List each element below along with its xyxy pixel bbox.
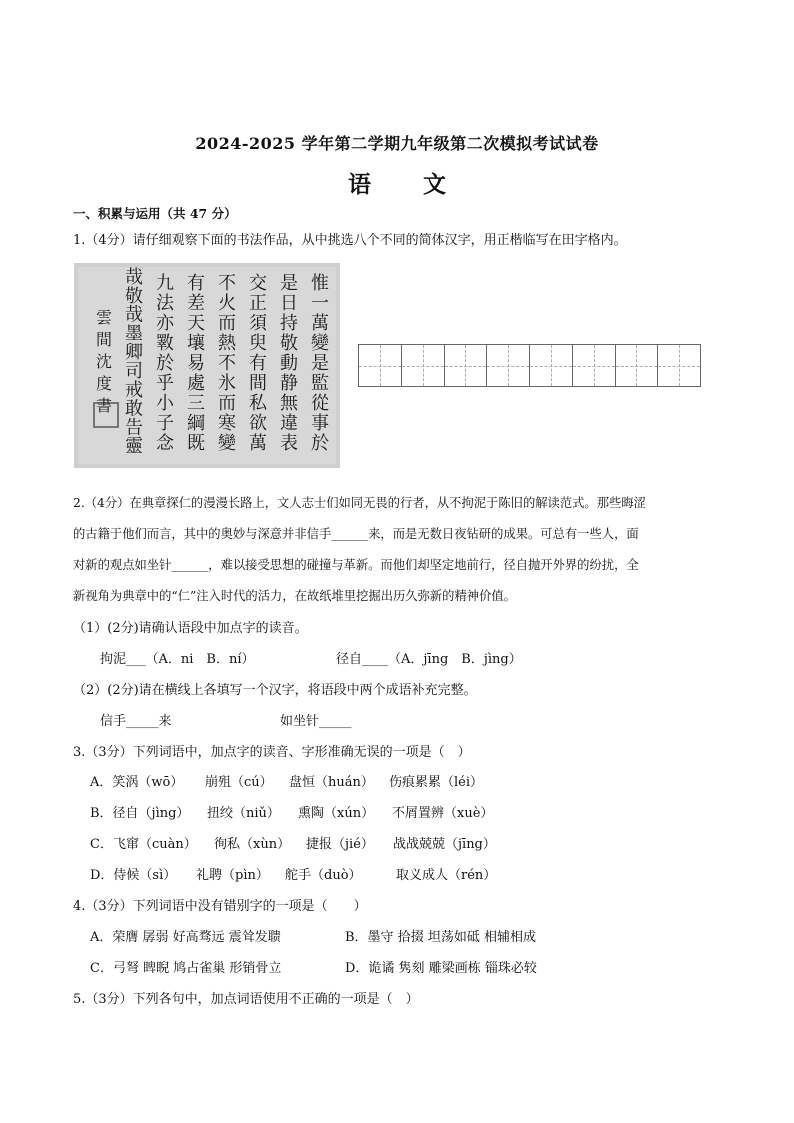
- q3-option: 舵手（duò）: [285, 868, 362, 883]
- grid-cell[interactable]: [616, 345, 659, 386]
- calligraphy-char: 敬: [125, 285, 143, 307]
- q3-option: A．笑涡（wō）: [90, 775, 184, 790]
- calligraphy-char: 氷: [218, 373, 236, 394]
- calligraphy-char: 變: [311, 333, 329, 354]
- calligraphy-char: 須: [249, 313, 267, 334]
- q2-sub2: （2）(2分)请在横线上各填写一个汉字，将语段中两个成语补充完整。: [73, 683, 477, 698]
- q3-option: C．飞窜（cuàn）: [90, 837, 197, 852]
- calligraphy-char: 敢: [125, 398, 143, 420]
- calligraphy-char: 壤: [187, 333, 205, 354]
- calligraphy-char: 間: [95, 330, 113, 349]
- calligraphy-char: 念: [156, 433, 174, 454]
- q3-option: 盘恒（huán）: [289, 775, 374, 790]
- calligraphy-char: 熱: [218, 333, 236, 354]
- calligraphy-char: 火: [218, 293, 236, 314]
- calligraphy-char: 惟: [311, 273, 329, 294]
- q4-option-a: A．荣膺 孱弱 好高骛远 震耸发聩: [90, 930, 281, 945]
- q3-option: 礼聘（pìn）: [196, 868, 269, 883]
- q3-option: 熏陶（xún）: [298, 806, 375, 821]
- calligraphy-char: 萬: [249, 433, 267, 454]
- calligraphy-char: 卿: [125, 342, 143, 364]
- calligraphy-char: 九: [156, 273, 174, 294]
- q3-option: 不屑置辨（xuè）: [392, 806, 494, 821]
- q2-sub1-b: 径自____（A．jīng B．jìng）: [336, 652, 522, 667]
- q2-sub2-b: 如坐针_____: [280, 714, 352, 729]
- calligraphy-char: 度: [95, 374, 113, 393]
- calligraphy-char: 私: [249, 393, 267, 414]
- calligraphy-char: 變: [218, 433, 236, 454]
- calligraphy-char: 動: [280, 353, 298, 374]
- q3-option: 徇私（xùn）: [214, 837, 291, 852]
- calligraphy-char: 差: [187, 293, 205, 314]
- calligraphy-char: 天: [187, 313, 205, 334]
- q4-option-d: D．诡谲 隽刻 雕梁画栋 锱珠必较: [345, 961, 537, 976]
- calligraphy-char: 監: [311, 373, 329, 394]
- q4-option-b: B．墨守 拾掇 坦荡如砥 相辅相成: [345, 930, 536, 945]
- calligraphy-char: 而: [218, 393, 236, 414]
- calligraphy-char: 處: [187, 373, 205, 394]
- grid-cell[interactable]: [445, 345, 488, 386]
- q2-sub1: （1）(2分)请确认语段中加点字的读音。: [73, 621, 308, 636]
- calligraphy-char: 三: [187, 393, 205, 414]
- q2-para-line: 新视角为典章中的“仁”注入时代的活力，在故纸堆里挖掘出历久弥新的精神价值。: [73, 589, 516, 603]
- calligraphy-char: 子: [156, 413, 174, 434]
- calligraphy-char: 間: [249, 373, 267, 394]
- q3-option: 取义成人（rén）: [396, 868, 497, 883]
- q1-stem: 1.（4分）请仔细观察下面的书法作品，从中挑选八个不同的简体汉字，用正楷临写在田字格内。: [73, 233, 627, 248]
- calligraphy-char: 寒: [218, 413, 236, 434]
- calligraphy-char: 書: [95, 396, 113, 415]
- calligraphy-char: 於: [156, 353, 174, 374]
- grid-cell[interactable]: [402, 345, 445, 386]
- calligraphy-char: 有: [249, 353, 267, 374]
- calligraphy-char: 持: [280, 313, 298, 334]
- calligraphy-char: 哉: [125, 304, 143, 326]
- calligraphy-char: 法: [156, 293, 174, 314]
- section-heading: 一、积累与运用（共 47 分）: [73, 206, 237, 221]
- grid-cell[interactable]: [658, 345, 700, 386]
- calligraphy-char: 無: [280, 393, 298, 414]
- calligraphy-char: 乎: [156, 373, 174, 394]
- calligraphy-char: 司: [125, 361, 143, 382]
- q4-option-c: C．弓弩 睥睨 鸠占雀巢 形销骨立: [90, 961, 282, 976]
- calligraphy-char: 墨: [125, 323, 143, 345]
- calligraphy-char: 是: [280, 273, 298, 294]
- calligraphy-char: 哉: [125, 267, 143, 288]
- q3-option: B．径自（jìng）: [90, 806, 190, 821]
- writing-grid[interactable]: [358, 344, 701, 387]
- calligraphy-char: 違: [280, 413, 298, 434]
- calligraphy-char: 正: [249, 293, 267, 314]
- calligraphy-char: 是: [311, 353, 329, 374]
- calligraphy-char: 靈: [125, 436, 143, 458]
- calligraphy-image: [74, 263, 340, 468]
- calligraphy-char: 日: [280, 293, 298, 314]
- q5-stem: 5.（3分）下列各句中，加点词语使用不正确的一项是（ ）: [73, 992, 419, 1007]
- q4-stem: 4.（3分）下列词语中没有错别字的一项是（ ）: [73, 899, 367, 914]
- subject-title: 语 文: [347, 171, 468, 198]
- grid-cell[interactable]: [573, 345, 616, 386]
- q3-option: 扭绞（niǔ）: [207, 806, 280, 821]
- calligraphy-char: 一: [311, 293, 329, 314]
- calligraphy-char: 從: [311, 393, 329, 414]
- calligraphy-char: 敬: [280, 333, 298, 354]
- calligraphy-char: 臾: [249, 333, 267, 354]
- calligraphy-char: 戒: [125, 379, 143, 401]
- calligraphy-char: 綱: [187, 413, 205, 434]
- calligraphy-char: 而: [218, 313, 236, 334]
- calligraphy-char: 交: [249, 273, 267, 294]
- calligraphy-char: 斁: [156, 333, 174, 354]
- q2-para-line: 对新的观点如坐针______，难以接受思想的碰撞与革新。而他们却坚定地前行，径自抛开外界的纷扰，全: [73, 558, 639, 572]
- calligraphy-char: 事: [311, 413, 329, 434]
- calligraphy-char: 小: [156, 393, 174, 414]
- calligraphy-char: 有: [187, 273, 205, 294]
- calligraphy-char: 静: [280, 373, 298, 394]
- q2-para-line: 的古籍于他们而言，其中的奥妙与深意并非信手______来，而是无数日夜钻研的成果。可总有一些人，面: [73, 527, 639, 541]
- q2-sub2-a: 信手_____来: [100, 714, 172, 729]
- q3-option: 崩殂（cú）: [205, 775, 273, 790]
- calligraphy-char: 沈: [95, 352, 113, 371]
- q2-para-line: 2.（4分）在典章探仁的漫漫长路上，文人志士们如同无畏的行者，从不拘泥于陈旧的解读范式。那些晦涩: [73, 496, 646, 510]
- calligraphy-char: 告: [125, 417, 143, 439]
- q3-option: D．侍候（sì）: [90, 868, 177, 883]
- calligraphy-char: 既: [187, 433, 205, 454]
- q3-option: 伤痕累累（léi）: [389, 775, 484, 790]
- q3-option: 捷报（jié）: [306, 837, 374, 852]
- calligraphy-char: 欲: [249, 413, 267, 434]
- grid-cell[interactable]: [530, 345, 573, 386]
- calligraphy-char: 於: [311, 433, 329, 454]
- calligraphy-char: 亦: [156, 313, 174, 334]
- calligraphy-char: 雲: [95, 308, 113, 327]
- grid-cell[interactable]: [359, 345, 402, 386]
- calligraphy-char: 表: [280, 433, 298, 454]
- q3-stem: 3.（3分）下列词语中，加点字的读音、字形准确无误的一项是（ ）: [73, 745, 471, 760]
- calligraphy-char: 易: [187, 353, 205, 374]
- exam-title: 2024-2025 学年第二学期九年级第二次模拟考试试卷: [195, 134, 599, 153]
- calligraphy-char: 不: [218, 353, 236, 374]
- q3-option: 战战兢兢（jīng）: [393, 837, 496, 852]
- grid-cell[interactable]: [487, 345, 530, 386]
- calligraphy-char: 萬: [311, 313, 329, 334]
- q2-sub1-a: 拘泥___（A．ni B．ní）: [100, 652, 255, 667]
- calligraphy-char: 不: [218, 273, 236, 294]
